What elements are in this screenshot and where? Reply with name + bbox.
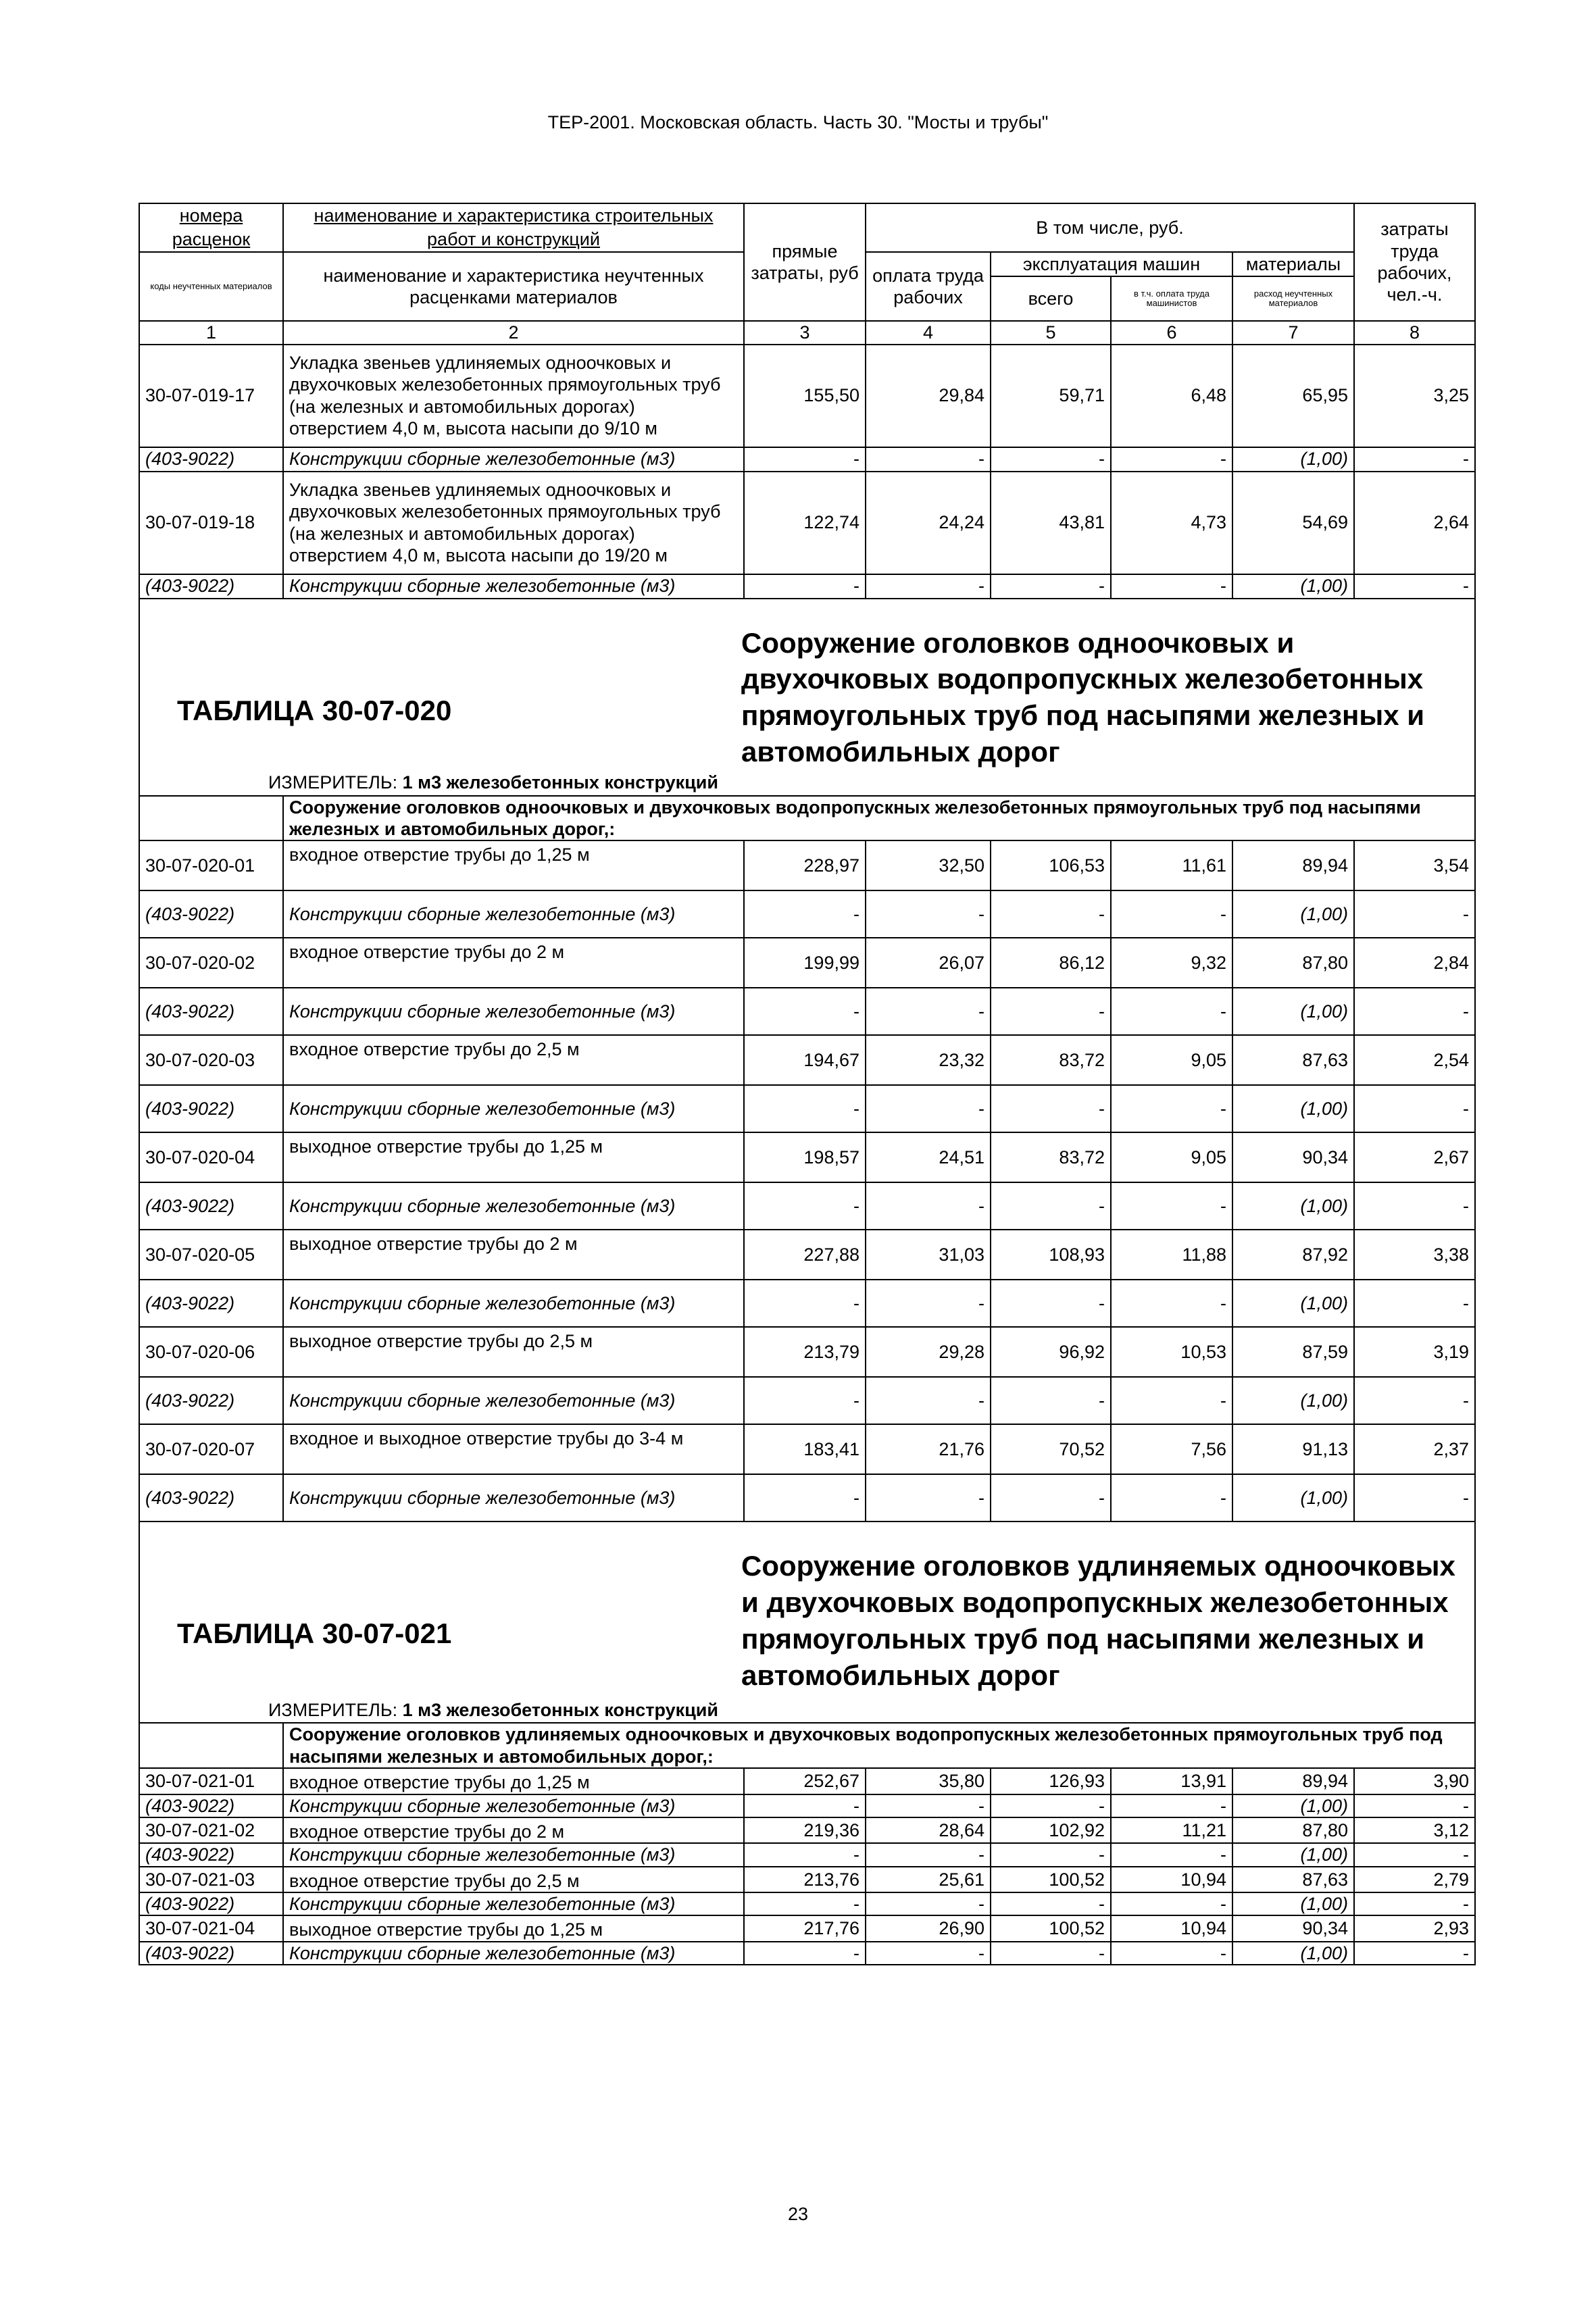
material-row <box>139 1280 1475 1327</box>
material-row <box>139 1182 1475 1230</box>
value-mach: 96,92 <box>991 1327 1111 1377</box>
rate-row <box>139 345 1475 447</box>
col-header-name: наименование и характеристика строительных работ и конструкций <box>283 203 744 252</box>
value-labor: - <box>1354 1892 1475 1915</box>
value-labor: 2,54 <box>1354 1035 1475 1085</box>
value-mat: 87,63 <box>1232 1035 1354 1085</box>
meter-label: ИЗМЕРИТЕЛЬ: <box>268 1699 403 1720</box>
value-mach: 70,52 <box>991 1424 1111 1474</box>
value-mat: 87,80 <box>1232 1817 1354 1843</box>
value-labor: - <box>1354 988 1475 1035</box>
rate-name: входное отверстие трубы до 2,5 м <box>283 1867 744 1892</box>
material-name: Конструкции сборные железобетонные (м3) <box>283 1474 744 1521</box>
value-pay: - <box>866 1794 991 1817</box>
value-labor: - <box>1354 1085 1475 1132</box>
value-mach: 102,92 <box>991 1817 1111 1843</box>
value-mach-pay: 11,21 <box>1111 1817 1232 1843</box>
rate-name: входное отверстие трубы до 1,25 м <box>283 840 744 890</box>
section-header-row <box>139 1521 1475 1723</box>
value-mach-pay: 9,32 <box>1111 938 1232 988</box>
value-pay: - <box>866 1892 991 1915</box>
value-mach-pay: 10,53 <box>1111 1327 1232 1377</box>
rate-code: 30-07-020-05 <box>139 1230 283 1280</box>
value-mat: (1,00) <box>1232 1474 1354 1521</box>
group-row <box>139 1723 1475 1768</box>
value-mach-pay: - <box>1111 574 1232 599</box>
material-row <box>139 1942 1475 1965</box>
col-header-code-unaccounted: коды неучтенных материалов <box>139 252 283 321</box>
material-code: (403-9022) <box>139 1280 283 1327</box>
value-mat: (1,00) <box>1232 1794 1354 1817</box>
value-mach: 100,52 <box>991 1867 1111 1892</box>
value-direct: 227,88 <box>744 1230 866 1280</box>
value-pay: 24,51 <box>866 1132 991 1182</box>
value-pay: - <box>866 574 991 599</box>
table-label: ТАБЛИЦА 30-07-020 <box>177 694 452 726</box>
material-row <box>139 1377 1475 1424</box>
value-mach: 43,81 <box>991 472 1111 574</box>
value-labor: 3,90 <box>1354 1768 1475 1794</box>
col-number-6: 6 <box>1111 321 1232 344</box>
col-number-3: 3 <box>744 321 866 344</box>
rate-code: 30-07-020-02 <box>139 938 283 988</box>
value-direct: - <box>744 1942 866 1965</box>
col-header-machines: эксплуатация машин <box>991 252 1232 276</box>
value-direct: - <box>744 1085 866 1132</box>
value-pay: 25,61 <box>866 1867 991 1892</box>
value-mat: (1,00) <box>1232 1843 1354 1866</box>
material-name: Конструкции сборные железобетонные (м3) <box>283 1182 744 1230</box>
value-mat: 91,13 <box>1232 1424 1354 1474</box>
group-title: Сооружение оголовков удлиняемых одноочковых и двухочковых водопропускных железобетонных прямоугольных труб под насыпями железных и автомобильных дорог,: <box>283 1723 1475 1768</box>
value-direct: - <box>744 1843 866 1866</box>
meter-label: ИЗМЕРИТЕЛЬ: <box>268 772 403 793</box>
rate-row <box>139 1768 1475 1794</box>
value-labor: - <box>1354 890 1475 938</box>
page-header: ТЕР-2001. Московская область. Часть 30. "Мосты и трубы" <box>547 112 1049 132</box>
value-mach-pay: - <box>1111 1794 1232 1817</box>
value-mat: (1,00) <box>1232 574 1354 599</box>
rate-code: 30-07-021-04 <box>139 1915 283 1941</box>
value-mach-pay: - <box>1111 1843 1232 1866</box>
value-mat: (1,00) <box>1232 1892 1354 1915</box>
value-direct: 219,36 <box>744 1817 866 1843</box>
rates-table-body <box>139 203 1475 1965</box>
col-number-5: 5 <box>991 321 1111 344</box>
value-direct: - <box>744 1280 866 1327</box>
value-direct: - <box>744 1182 866 1230</box>
value-labor: 3,54 <box>1354 840 1475 890</box>
value-labor: 2,64 <box>1354 472 1475 574</box>
value-direct: 228,97 <box>744 840 866 890</box>
value-mach-pay: - <box>1111 1892 1232 1915</box>
material-name: Конструкции сборные железобетонные (м3) <box>283 1377 744 1424</box>
rates-table <box>139 203 1476 1965</box>
meter-line <box>268 772 718 793</box>
rate-code: 30-07-019-18 <box>139 472 283 574</box>
value-pay: - <box>866 1474 991 1521</box>
rate-name: выходное отверстие трубы до 1,25 м <box>283 1915 744 1941</box>
value-direct: 213,79 <box>744 1327 866 1377</box>
value-mat: 90,34 <box>1232 1915 1354 1941</box>
rate-code: 30-07-020-07 <box>139 1424 283 1474</box>
col-header-pay: оплата труда рабочих <box>866 252 991 321</box>
col-number-2: 2 <box>283 321 744 344</box>
value-mat: 65,95 <box>1232 345 1354 447</box>
value-labor: 3,12 <box>1354 1817 1475 1843</box>
value-direct: - <box>744 890 866 938</box>
rate-code: 30-07-021-01 <box>139 1768 283 1794</box>
value-mach: 83,72 <box>991 1132 1111 1182</box>
material-name: Конструкции сборные железобетонные (м3) <box>283 574 744 599</box>
value-direct: 252,67 <box>744 1768 866 1794</box>
value-labor: 2,79 <box>1354 1867 1475 1892</box>
value-mach-pay: 10,94 <box>1111 1915 1232 1941</box>
col-number-1: 1 <box>139 321 283 344</box>
value-mat: (1,00) <box>1232 447 1354 472</box>
value-mach-pay: 4,73 <box>1111 472 1232 574</box>
value-mach-pay: - <box>1111 1377 1232 1424</box>
value-mach-pay: - <box>1111 1942 1232 1965</box>
rate-row <box>139 1327 1475 1377</box>
rate-name: входное отверстие трубы до 2 м <box>283 938 744 988</box>
material-code: (403-9022) <box>139 1794 283 1817</box>
material-code: (403-9022) <box>139 1843 283 1866</box>
value-labor: - <box>1354 1942 1475 1965</box>
material-row <box>139 447 1475 472</box>
value-mach: - <box>991 1474 1111 1521</box>
value-mach-pay: 9,05 <box>1111 1035 1232 1085</box>
value-labor: - <box>1354 1377 1475 1424</box>
value-labor: - <box>1354 1280 1475 1327</box>
section-header <box>139 1521 1475 1723</box>
rate-row <box>139 1424 1475 1474</box>
value-pay: 32,50 <box>866 840 991 890</box>
value-labor: - <box>1354 1182 1475 1230</box>
value-direct: - <box>744 447 866 472</box>
value-direct: 217,76 <box>744 1915 866 1941</box>
value-pay: 21,76 <box>866 1424 991 1474</box>
value-labor: - <box>1354 1843 1475 1866</box>
value-mach: - <box>991 1182 1111 1230</box>
value-direct: 213,76 <box>744 1867 866 1892</box>
value-direct: 199,99 <box>744 938 866 988</box>
value-mat: (1,00) <box>1232 1280 1354 1327</box>
col-header-materials: материалы <box>1232 252 1354 276</box>
value-labor: - <box>1354 574 1475 599</box>
value-mach: - <box>991 1942 1111 1965</box>
material-code: (403-9022) <box>139 1474 283 1521</box>
material-row <box>139 1794 1475 1817</box>
value-mach-pay: - <box>1111 890 1232 938</box>
value-mach-pay: - <box>1111 988 1232 1035</box>
value-labor: 2,67 <box>1354 1132 1475 1182</box>
value-direct: - <box>744 1794 866 1817</box>
value-labor: - <box>1354 1794 1475 1817</box>
value-direct: - <box>744 1474 866 1521</box>
material-row <box>139 890 1475 938</box>
value-mach: - <box>991 1843 1111 1866</box>
value-mach: 108,93 <box>991 1230 1111 1280</box>
group-code-empty <box>139 796 283 841</box>
value-labor: - <box>1354 447 1475 472</box>
value-labor: 2,84 <box>1354 938 1475 988</box>
value-mach-pay: - <box>1111 447 1232 472</box>
value-mat: (1,00) <box>1232 1085 1354 1132</box>
value-pay: 35,80 <box>866 1768 991 1794</box>
value-mach: - <box>991 1085 1111 1132</box>
value-pay: 29,28 <box>866 1327 991 1377</box>
value-mat: 89,94 <box>1232 840 1354 890</box>
value-pay: 26,90 <box>866 1915 991 1941</box>
value-direct: 155,50 <box>744 345 866 447</box>
value-pay: 23,32 <box>866 1035 991 1085</box>
material-code: (403-9022) <box>139 890 283 938</box>
value-pay: 29,84 <box>866 345 991 447</box>
material-name: Конструкции сборные железобетонные (м3) <box>283 988 744 1035</box>
value-mach-pay: 11,61 <box>1111 840 1232 890</box>
value-pay: 26,07 <box>866 938 991 988</box>
value-mach-pay: - <box>1111 1280 1232 1327</box>
value-pay: - <box>866 1182 991 1230</box>
value-pay: - <box>866 890 991 938</box>
value-pay: - <box>866 447 991 472</box>
rate-name: входное отверстие трубы до 1,25 м <box>283 1768 744 1794</box>
table-label: ТАБЛИЦА 30-07-021 <box>177 1617 452 1650</box>
rate-code: 30-07-021-02 <box>139 1817 283 1843</box>
material-row <box>139 1843 1475 1866</box>
value-mach: - <box>991 1794 1111 1817</box>
material-code: (403-9022) <box>139 447 283 472</box>
material-code: (403-9022) <box>139 1892 283 1915</box>
col-header-incl: В том числе, руб. <box>866 203 1354 252</box>
material-code: (403-9022) <box>139 1377 283 1424</box>
value-mach-pay: 9,05 <box>1111 1132 1232 1182</box>
rate-name: входное отверстие трубы до 2,5 м <box>283 1035 744 1085</box>
meter-line <box>268 1699 718 1721</box>
material-row <box>139 1474 1475 1521</box>
table-title: Сооружение оголовков одноочковых и двухочковых водопропускных железобетонных прямоугольных труб под насыпями железных и автомобильных дорог <box>741 626 1425 768</box>
material-row <box>139 574 1475 599</box>
value-direct: - <box>744 988 866 1035</box>
col-header-direct: прямые затраты, руб <box>744 203 866 321</box>
section-header <box>139 599 1475 796</box>
value-labor: 3,25 <box>1354 345 1475 447</box>
rate-name: входное отверстие трубы до 2 м <box>283 1817 744 1843</box>
value-labor: 3,38 <box>1354 1230 1475 1280</box>
material-name: Конструкции сборные железобетонные (м3) <box>283 447 744 472</box>
material-code: (403-9022) <box>139 1942 283 1965</box>
value-mach-pay: 6,48 <box>1111 345 1232 447</box>
rate-code: 30-07-020-01 <box>139 840 283 890</box>
group-row <box>139 796 1475 841</box>
col-number-7: 7 <box>1232 321 1354 344</box>
value-mach-pay: 13,91 <box>1111 1768 1232 1794</box>
value-pay: - <box>866 1085 991 1132</box>
rate-row <box>139 1230 1475 1280</box>
rate-code: 30-07-021-03 <box>139 1867 283 1892</box>
value-mat: 87,63 <box>1232 1867 1354 1892</box>
rate-name: Укладка звеньев удлиняемых одноочковых и двухочковых железобетонных прямоугольных труб (на железных и автомобильных дорогах) отверстием 4,0 м, высота насыпи до 19/20 м <box>283 472 744 574</box>
value-pay: 28,64 <box>866 1817 991 1843</box>
value-labor: 2,37 <box>1354 1424 1475 1474</box>
value-mach: 126,93 <box>991 1768 1111 1794</box>
section-header-row <box>139 599 1475 796</box>
material-name: Конструкции сборные железобетонные (м3) <box>283 1794 744 1817</box>
col-header-labor: затраты труда рабочих, чел.-ч. <box>1354 203 1475 321</box>
value-mat: (1,00) <box>1232 890 1354 938</box>
rate-row <box>139 938 1475 988</box>
value-mach-pay: - <box>1111 1474 1232 1521</box>
value-labor: - <box>1354 1474 1475 1521</box>
rate-code: 30-07-020-04 <box>139 1132 283 1182</box>
material-code: (403-9022) <box>139 1085 283 1132</box>
material-row <box>139 988 1475 1035</box>
value-mach: - <box>991 1377 1111 1424</box>
value-mach: 100,52 <box>991 1915 1111 1941</box>
value-direct: 198,57 <box>744 1132 866 1182</box>
value-pay: - <box>866 1942 991 1965</box>
material-row <box>139 1892 1475 1915</box>
meter-value: 1 м3 железобетонных конструкций <box>402 1699 718 1720</box>
material-name: Конструкции сборные железобетонные (м3) <box>283 1892 744 1915</box>
value-mach: 83,72 <box>991 1035 1111 1085</box>
col-header-materials-unaccounted: расход неучтенных материалов <box>1232 276 1354 321</box>
material-code: (403-9022) <box>139 574 283 599</box>
value-mach-pay: 10,94 <box>1111 1867 1232 1892</box>
value-direct: - <box>744 1377 866 1424</box>
rate-name: входное и выходное отверстие трубы до 3-4 м <box>283 1424 744 1474</box>
col-header-machines-total: всего <box>991 276 1111 321</box>
section-block <box>140 1522 1474 1722</box>
col-header-code: номера расценок <box>139 203 283 252</box>
value-pay: - <box>866 988 991 1035</box>
table-title: Сооружение оголовков удлиняемых одноочковых и двухочковых водопропускных железобетонных прямоугольных труб под насыпями железных и автомобильных дорог <box>741 1550 1455 1691</box>
value-mat: (1,00) <box>1232 988 1354 1035</box>
value-mat: 54,69 <box>1232 472 1354 574</box>
material-row <box>139 1085 1475 1132</box>
value-mach: - <box>991 574 1111 599</box>
value-mat: 87,92 <box>1232 1230 1354 1280</box>
value-mach: - <box>991 1892 1111 1915</box>
material-code: (403-9022) <box>139 1182 283 1230</box>
value-mat: 87,59 <box>1232 1327 1354 1377</box>
value-mach-pay: 7,56 <box>1111 1424 1232 1474</box>
rate-row <box>139 1132 1475 1182</box>
meter-value: 1 м3 железобетонных конструкций <box>402 772 718 793</box>
material-name: Конструкции сборные железобетонные (м3) <box>283 1280 744 1327</box>
rate-name: Укладка звеньев удлиняемых одноочковых и двухочковых железобетонных прямоугольных труб (на железных и автомобильных дорогах) отверстием 4,0 м, высота насыпи до 9/10 м <box>283 345 744 447</box>
rate-row <box>139 472 1475 574</box>
group-title: Сооружение оголовков одноочковых и двухочковых водопропускных железобетонных прямоугольных труб под насыпями железных и автомобильных дорог,: <box>283 796 1475 841</box>
rate-row <box>139 840 1475 890</box>
material-code: (403-9022) <box>139 988 283 1035</box>
group-code-empty <box>139 1723 283 1768</box>
value-mach: - <box>991 890 1111 938</box>
value-pay: - <box>866 1280 991 1327</box>
col-header-machines-pay: в т.ч. оплата труда машинистов <box>1111 276 1232 321</box>
value-labor: 3,19 <box>1354 1327 1475 1377</box>
value-mat: (1,00) <box>1232 1942 1354 1965</box>
rate-row <box>139 1915 1475 1941</box>
value-pay: 31,03 <box>866 1230 991 1280</box>
rate-name: выходное отверстие трубы до 1,25 м <box>283 1132 744 1182</box>
col-header-name-unaccounted: наименование и характеристика неучтенных расценками материалов <box>283 252 744 321</box>
rate-name: выходное отверстие трубы до 2,5 м <box>283 1327 744 1377</box>
rate-row <box>139 1867 1475 1892</box>
value-mat: 89,94 <box>1232 1768 1354 1794</box>
value-mach-pay: 11,88 <box>1111 1230 1232 1280</box>
value-mach: - <box>991 447 1111 472</box>
value-mach-pay: - <box>1111 1085 1232 1132</box>
material-name: Конструкции сборные железобетонные (м3) <box>283 1942 744 1965</box>
value-mach: 59,71 <box>991 345 1111 447</box>
value-mat: (1,00) <box>1232 1182 1354 1230</box>
col-number-8: 8 <box>1354 321 1475 344</box>
rate-code: 30-07-019-17 <box>139 345 283 447</box>
rate-code: 30-07-020-06 <box>139 1327 283 1377</box>
section-block <box>140 599 1474 795</box>
value-mach-pay: - <box>1111 1182 1232 1230</box>
value-pay: - <box>866 1377 991 1424</box>
material-name: Конструкции сборные железобетонные (м3) <box>283 1085 744 1132</box>
material-name: Конструкции сборные железобетонные (м3) <box>283 1843 744 1866</box>
value-pay: - <box>866 1843 991 1866</box>
value-mach: - <box>991 1280 1111 1327</box>
value-mat: 90,34 <box>1232 1132 1354 1182</box>
value-mach: 86,12 <box>991 938 1111 988</box>
value-direct: - <box>744 1892 866 1915</box>
value-direct: 194,67 <box>744 1035 866 1085</box>
material-name: Конструкции сборные железобетонные (м3) <box>283 890 744 938</box>
value-direct: - <box>744 574 866 599</box>
col-number-4: 4 <box>866 321 991 344</box>
rate-code: 30-07-020-03 <box>139 1035 283 1085</box>
value-pay: 24,24 <box>866 472 991 574</box>
rate-row <box>139 1817 1475 1843</box>
rate-name: выходное отверстие трубы до 2 м <box>283 1230 744 1280</box>
value-labor: 2,93 <box>1354 1915 1475 1941</box>
value-mach: 106,53 <box>991 840 1111 890</box>
page-number: 23 <box>787 2204 809 2224</box>
value-mat: 87,80 <box>1232 938 1354 988</box>
rate-row <box>139 1035 1475 1085</box>
value-mach: - <box>991 988 1111 1035</box>
value-mat: (1,00) <box>1232 1377 1354 1424</box>
value-direct: 122,74 <box>744 472 866 574</box>
value-direct: 183,41 <box>744 1424 866 1474</box>
